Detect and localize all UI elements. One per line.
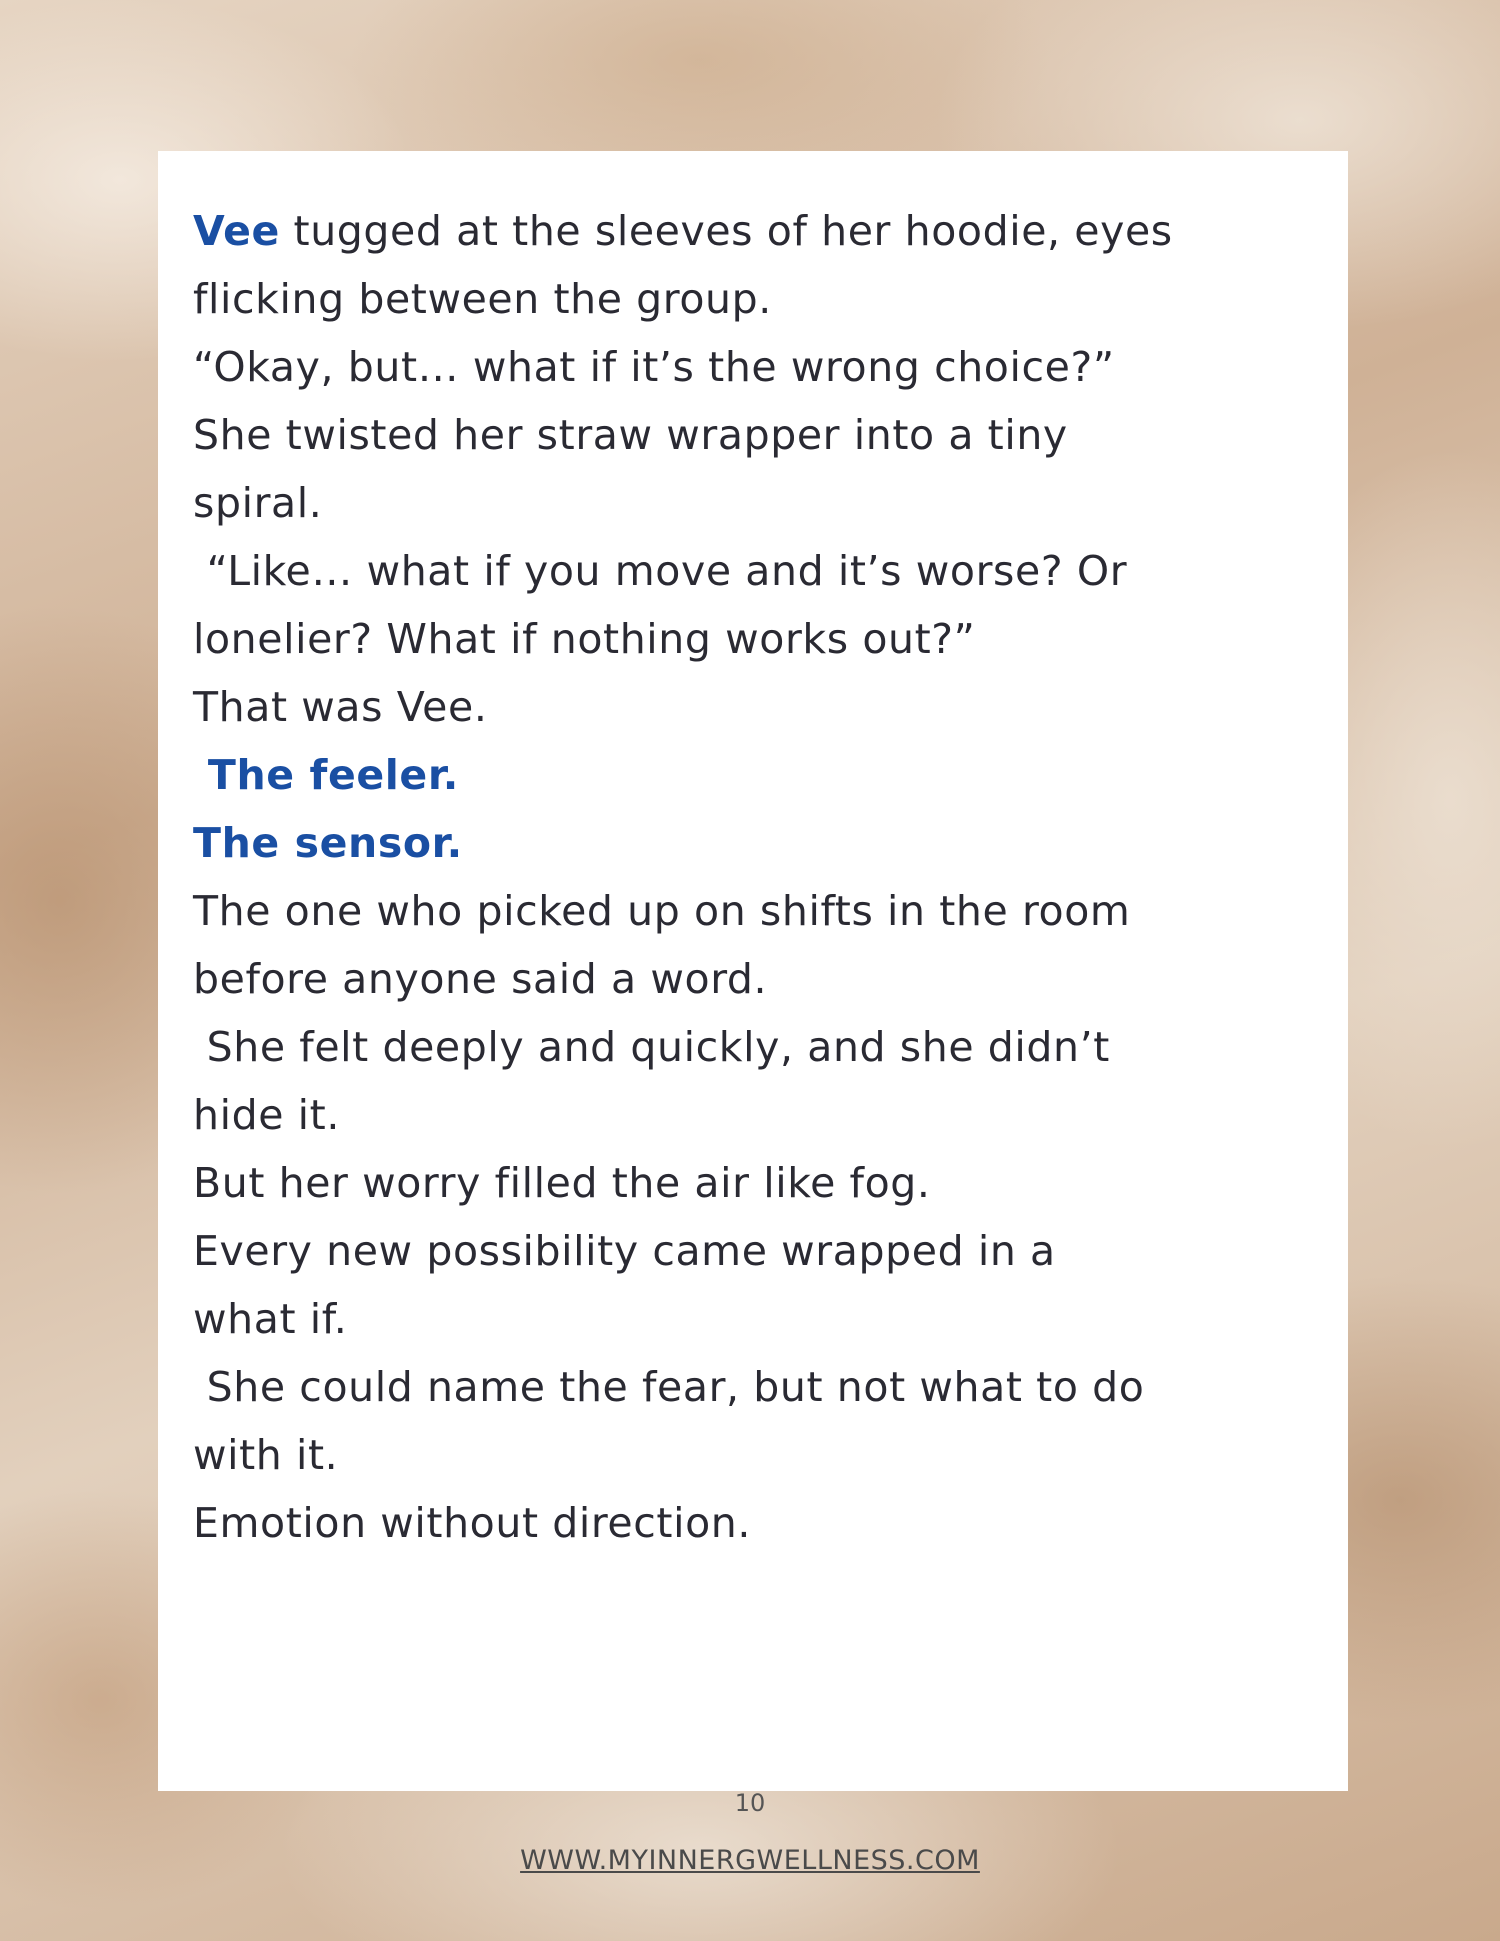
story-line: She felt deeply and quickly, and she didn’t [193, 1023, 1110, 1071]
story-line: She could name the fear, but not what to do [193, 1363, 1145, 1411]
story-line: hide it. [193, 1091, 340, 1139]
character-name: Vee [193, 207, 280, 255]
story-line: lonelier? What if nothing works out?” [193, 615, 976, 663]
story-line: That was Vee. [193, 683, 488, 731]
page-card [158, 151, 1348, 1791]
story-line: spiral. [193, 479, 323, 527]
story-line: with it. [193, 1431, 339, 1479]
story-line: The one who picked up on shifts in the room [193, 887, 1131, 935]
story-line-text: tugged at the sleeves of her hoodie, eyes [279, 207, 1173, 255]
story-line: “Like… what if you move and it’s worse? Or [193, 547, 1128, 595]
story-text [193, 197, 1323, 1557]
story-line: flicking between the group. [193, 275, 772, 323]
story-line [193, 197, 1323, 265]
story-line: before anyone said a word. [193, 955, 768, 1003]
website-link[interactable]: WWW.MYINNERGWELLNESS.COM [520, 1845, 980, 1876]
story-line: what if. [193, 1295, 348, 1343]
page-number: 10 [734, 1789, 766, 1817]
story-line: Every new possibility came wrapped in a [193, 1227, 1056, 1275]
story-line: “Okay, but… what if it’s the wrong choice?” [193, 343, 1115, 391]
story-line: But her worry filled the air like fog. [193, 1159, 931, 1207]
story-line: She twisted her straw wrapper into a tiny [193, 411, 1068, 459]
emphasis-line: The sensor. [193, 819, 463, 867]
story-line: Emotion without direction. [193, 1499, 751, 1547]
emphasis-line: The feeler. [193, 751, 459, 799]
